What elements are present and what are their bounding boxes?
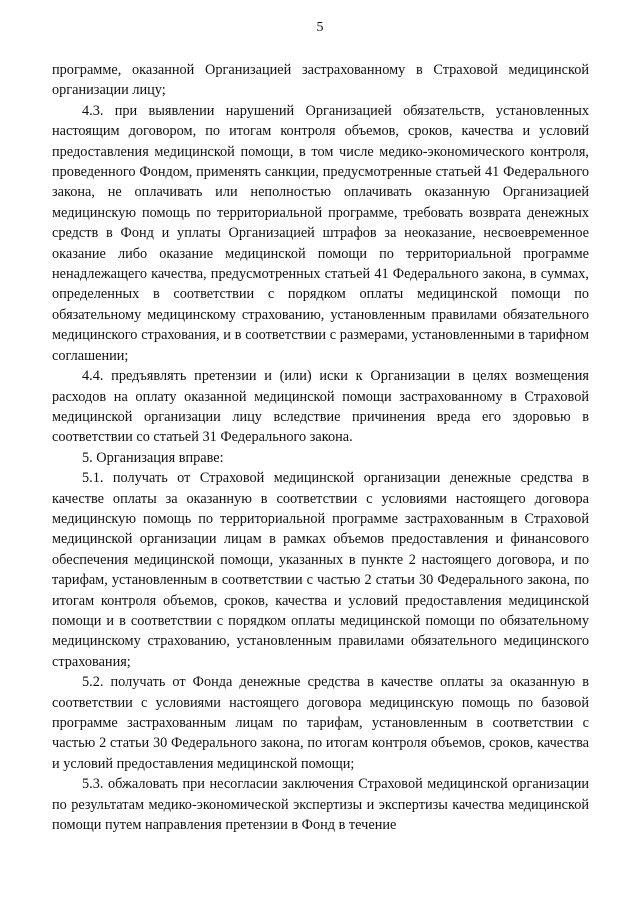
paragraph-5-1: 5.1. получать от Страховой медицинской организации денежные средства в качестве оплаты за оказанную в соответствии с условиями настоящего договора медицинскую помощь по территориальной программе застрахованным в Страховой медицинской организации лицам в рамках объемов предоставления и финансового обеспечения медицинской помощи, указанных в пункте 2 настоящего договора, и по тарифам, установленным в соответствии с частью 2 статьи 30 Федерального закона, по итогам контроля объемов, сроков, качества и условий предоставления медицинской помощи и в соответствии с порядком оплаты медицинской помощи по обязательному медицинскому страхованию, установленным правилами обязательного медицинского страхования; (52, 470, 589, 670)
paragraph-5-2: 5.2. получать от Фонда денежные средства в качестве оплаты за оказанную в соответствии с условиями настоящего договора медицинскую помощь по базовой программе застрахованным лицам по тарифам, установленным в соответствии с частью 2 статьи 30 Федерального закона, по итогам контроля объемов, сроков, качества и условий предоставления медицинской помощи; (52, 674, 589, 772)
page-number: 5 (316, 20, 324, 35)
paragraph-5-3: 5.3. обжаловать при несогласии заключения Страховой медицинской организации по результатам медико-экономической экспертизы и экспертизы качества медицинской помощи путем направления претензии в Фонд в течение (52, 776, 589, 834)
document-body (52, 60, 589, 835)
paragraph-continuation: программе, оказанной Организацией застрахованному в Страховой медицинской организации лицу; (52, 62, 589, 99)
paragraph-4-4: 4.4. предъявлять претензии и (или) иски к Организации в целях возмещения расходов на оплату оказанной медицинской помощи застрахованному в Страховой медицинской организации лицу вследствие причинения вреда его здоровью в соответствии со статьей 31 Федерального закона. (52, 368, 589, 446)
section-heading-5: 5. Организация вправе: (82, 449, 224, 466)
paragraph-4-3: 4.3. при выявлении нарушений Организацией обязательств, установленных настоящим договором, по итогам контроля объемов, сроков, качества и условий предоставления медицинской помощи, в том числе медико-экономического контроля, проведенного Фондом, применять санкции, предусмотренные статьей 41 Федерального закона, не оплачивать или неполностью оплачивать оказанную Организацией медицинскую помощь по территориальной программе, требовать возврата денежных средств в Фонд и уплаты Организацией штрафов за неоказание, несвоевременное оказание либо оказание медицинской помощи по территориальной программе ненадлежащего качества, предусмотренных статьей 41 Федерального закона, в суммах, определенных в соответствии с порядком оплаты медицинской помощи по обязательному медицинскому страхованию, установленным правилами обязательного медицинского страхования, и в соответствии с размерами, установленными в тарифном соглашении; (52, 102, 589, 364)
